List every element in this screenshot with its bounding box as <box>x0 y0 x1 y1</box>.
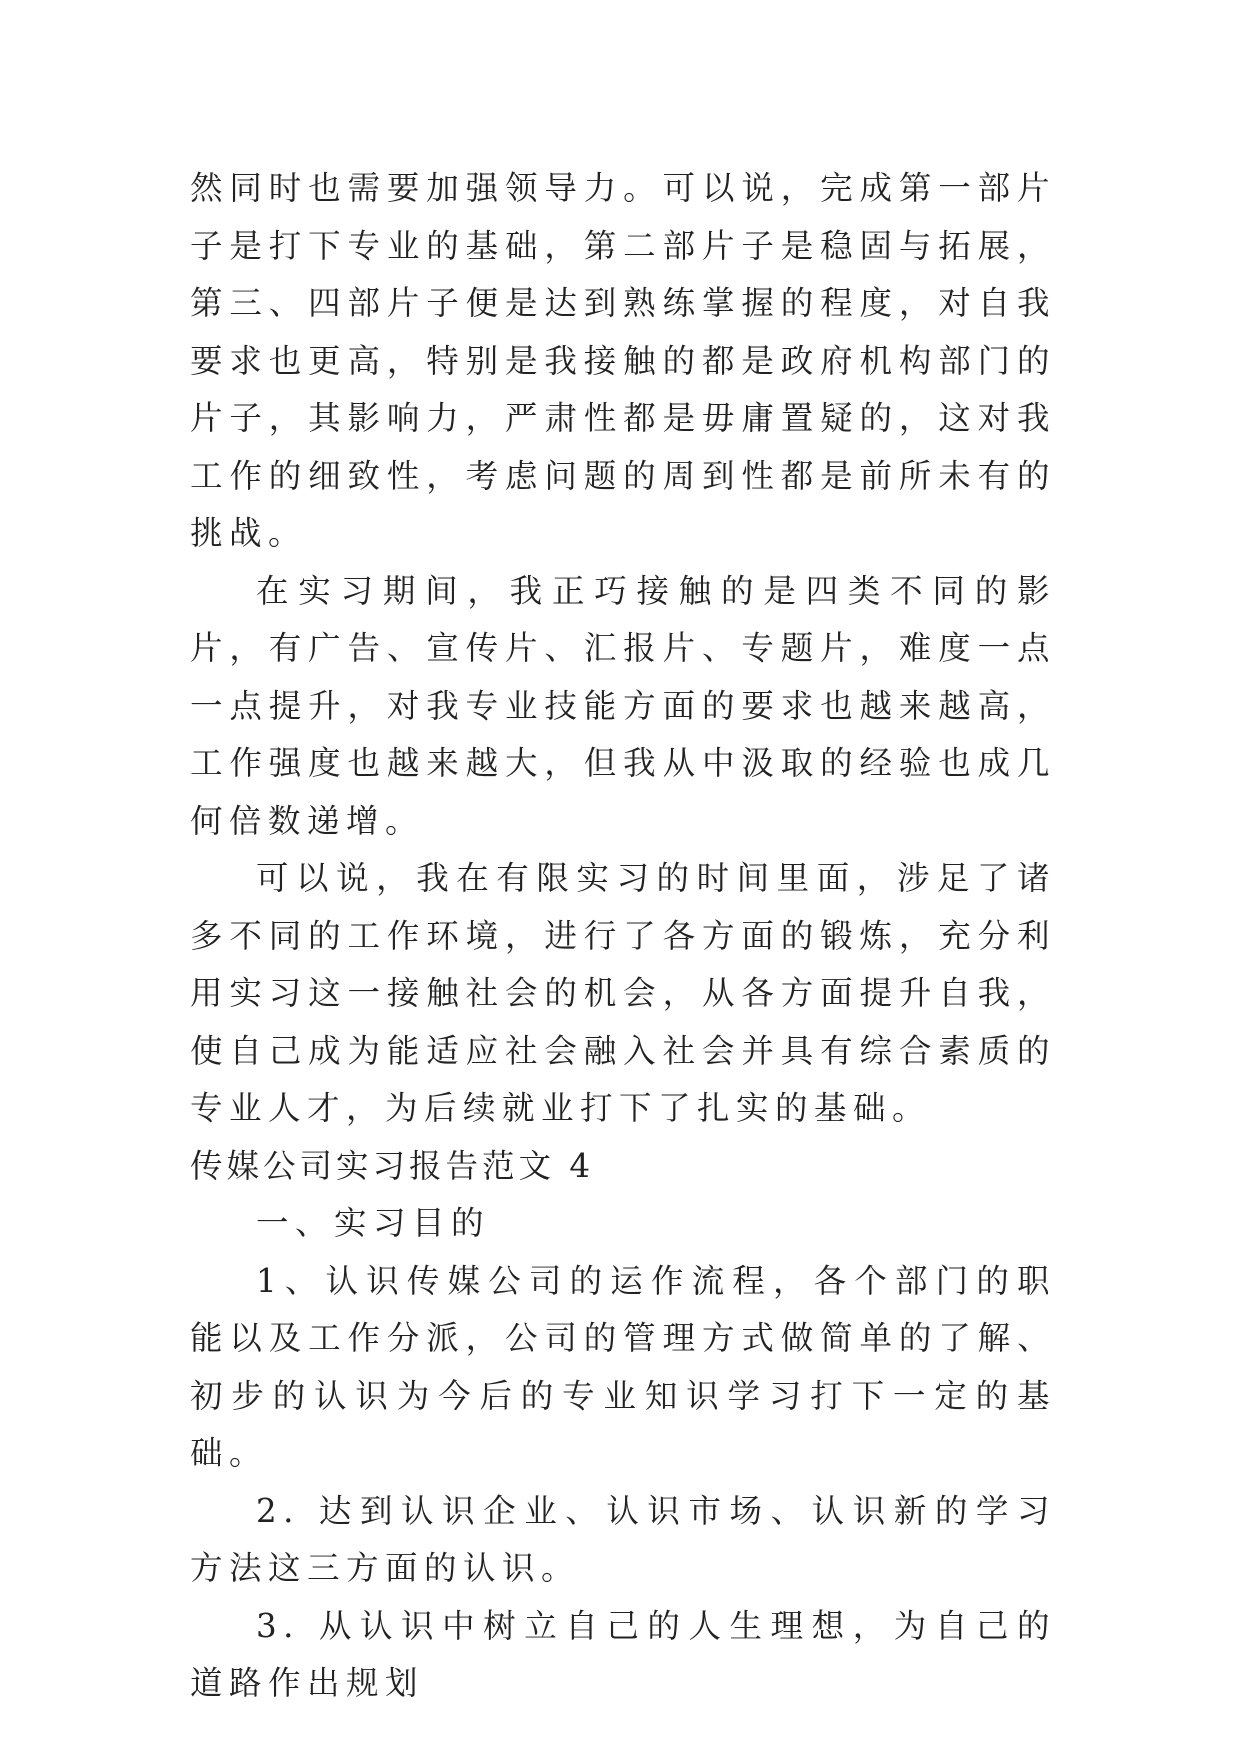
subheading-purpose: 一、实习目的 <box>256 1204 491 1242</box>
list-item-1: 1、认识传媒公司的运作流程，各个部门的职能以及工作分派，公司的管理方式做简单的了解、初步的认识为今后的专业知识学习打下一定的基础。 <box>190 1261 1056 1472</box>
document-body <box>190 160 1056 1713</box>
paragraph-summary: 可以说，我在有限实习的时间里面，涉足了诸多不同的工作环境，进行了各方面的锻炼，充分利用实习这一接触社会的机会，从各方面提升自我，使自己成为能适应社会融入社会并具有综合素质的专业人才，为后续就业打下了扎实的基础。 <box>190 859 1056 1127</box>
list-item-2: 2. 达到认识企业、认识市场、认识新的学习方法这三方面的认识。 <box>190 1491 1056 1587</box>
section-title: 传媒公司实习报告范文 4 <box>190 1146 595 1185</box>
paragraph-video-types: 在实习期间，我正巧接触的是四类不同的影片，有广告、宣传片、汇报片、专题片，难度一点一点提升，对我专业技能方面的要求也越来越高，工作强度也越来越大，但我从中汲取的经验也成几何倍数递增。 <box>190 571 1056 840</box>
paragraph-continuation: 然同时也需要加强领导力。可以说，完成第一部片子是打下专业的基础，第二部片子是稳固与拓展，第三、四部片子便是达到熟练掌握的程度，对自我要求也更高，特别是我接触的都是政府机构部门的片子，其影响力，严肃性都是毋庸置疑的，这对我工作的细致性，考虑问题的周到性都是前所未有的挑战。 <box>190 169 1056 552</box>
list-item-3: 3. 从认识中树立自己的人生理想，为自己的道路作出规划 <box>190 1606 1056 1702</box>
